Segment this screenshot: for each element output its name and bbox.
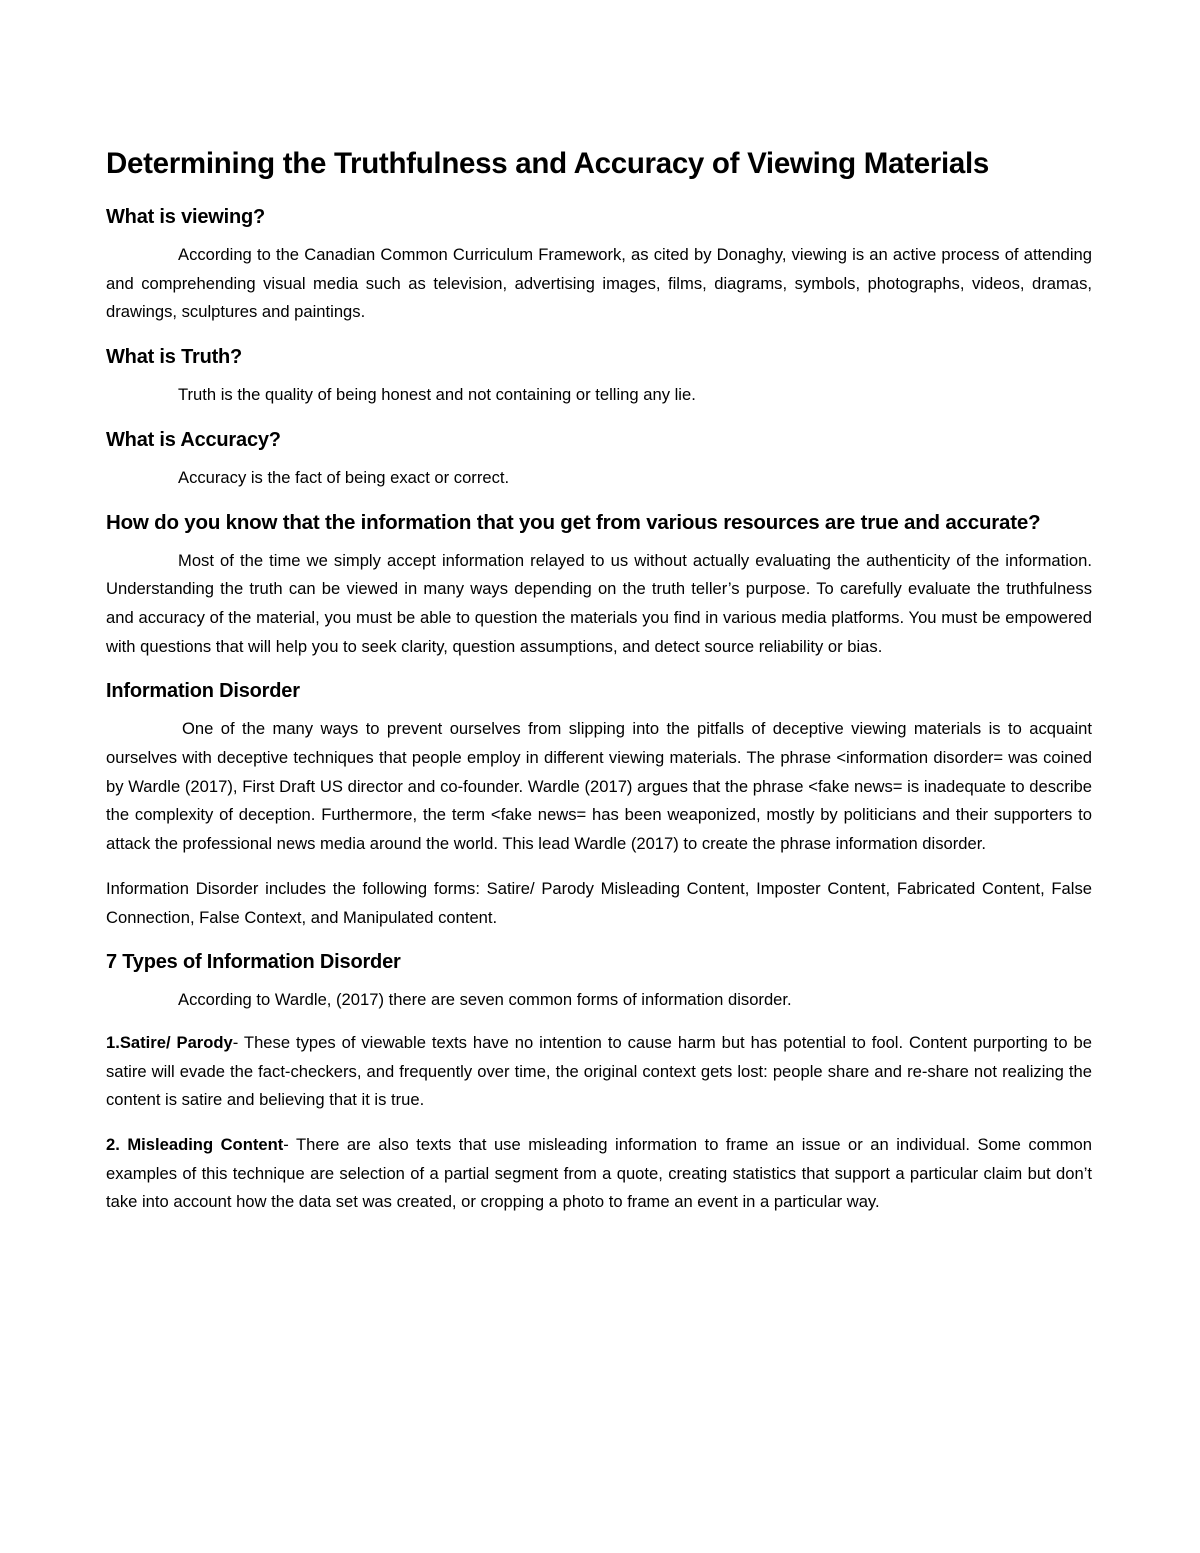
heading-what-is-truth: What is Truth?: [106, 346, 243, 369]
item-label: 1.Satire/ Parody: [106, 1032, 233, 1052]
paragraph-types-intro: According to Wardle, (2017) there are seven common forms of information disorder.: [178, 990, 792, 1010]
paragraph-disorder-forms: Information Disorder includes the following forms: Satire/ Parody Misleading Content, Imposter Content, Fabricated Content, False Connection, False Context, and Manipulated content.: [106, 878, 1092, 927]
paragraph-how: Most of the time we simply accept information relayed to us without actually evaluating the authenticity of the information. Understanding the truth can be viewed in many ways depending on the truth teller’s purpose. To carefully evaluate the truthfulness and accuracy of the material, you must be able to question the materials you find in various media platforms. You must be empowered with questions that will help you to seek clarity, question assumptions, and detect source reliability or bias.: [106, 550, 1092, 656]
list-item-misleading-content: [106, 1131, 1092, 1217]
list-item-satire-parody: [106, 1029, 1092, 1115]
paragraph-information-disorder: One of the many ways to prevent ourselves from slipping into the pitfalls of deceptive viewing materials is to acquaint ourselves with deceptive techniques that people employ in different viewing materials. The phrase <information disorder= was coined by Wardle (2017), First Draft US director and co-founder. Wardle (2017) argues that the phrase <fake news= is inadequate to describe the complexity of deception. Furthermore, the term <fake news= has been weaponized, mostly by politicians and their supporters to attack the professional news media around the world. This lead Wardle (2017) to create the phrase information disorder.: [106, 719, 1092, 854]
item-text: - There are also texts that use misleading information to frame an issue or an individual. Some common examples of this technique are selection of a partial segment from a quote, creating statistics that support a particular claim but don’t take into account how the data set was created, or cropping a photo to frame an event in a particular way.: [106, 1135, 1092, 1212]
paragraph-truth: Truth is the quality of being honest and not containing or telling any lie.: [178, 385, 696, 405]
paragraph-accuracy: Accuracy is the fact of being exact or correct.: [178, 467, 510, 487]
heading-seven-types: 7 Types of Information Disorder: [106, 951, 401, 974]
heading-what-is-accuracy: What is Accuracy?: [106, 428, 281, 451]
document-title: Determining the Truthfulness and Accuracy of Viewing Materials: [106, 147, 989, 180]
heading-what-is-viewing: What is viewing?: [106, 206, 266, 228]
item-label: 2. Misleading Content: [106, 1135, 284, 1155]
item-text: - These types of viewable texts have no intention to cause harm but has potential to fool. Content purporting to be satire will evade the fact-checkers, and frequently over time, the original context gets lost: people share and re-share not realizing the content is satire and believing that it is true.: [106, 1032, 1092, 1110]
heading-information-disorder: Information Disorder: [106, 680, 300, 703]
heading-how-do-you-know: How do you know that the information that you get from various resources are true and accurate?: [106, 510, 1041, 534]
paragraph-viewing: According to the Canadian Common Curriculum Framework, as cited by Donaghy, viewing is an active process of attending and comprehending visual media such as television, advertising images, films, diagrams, symbols, photographs, videos, dramas, drawings, sculptures and paintings.: [106, 245, 1092, 322]
